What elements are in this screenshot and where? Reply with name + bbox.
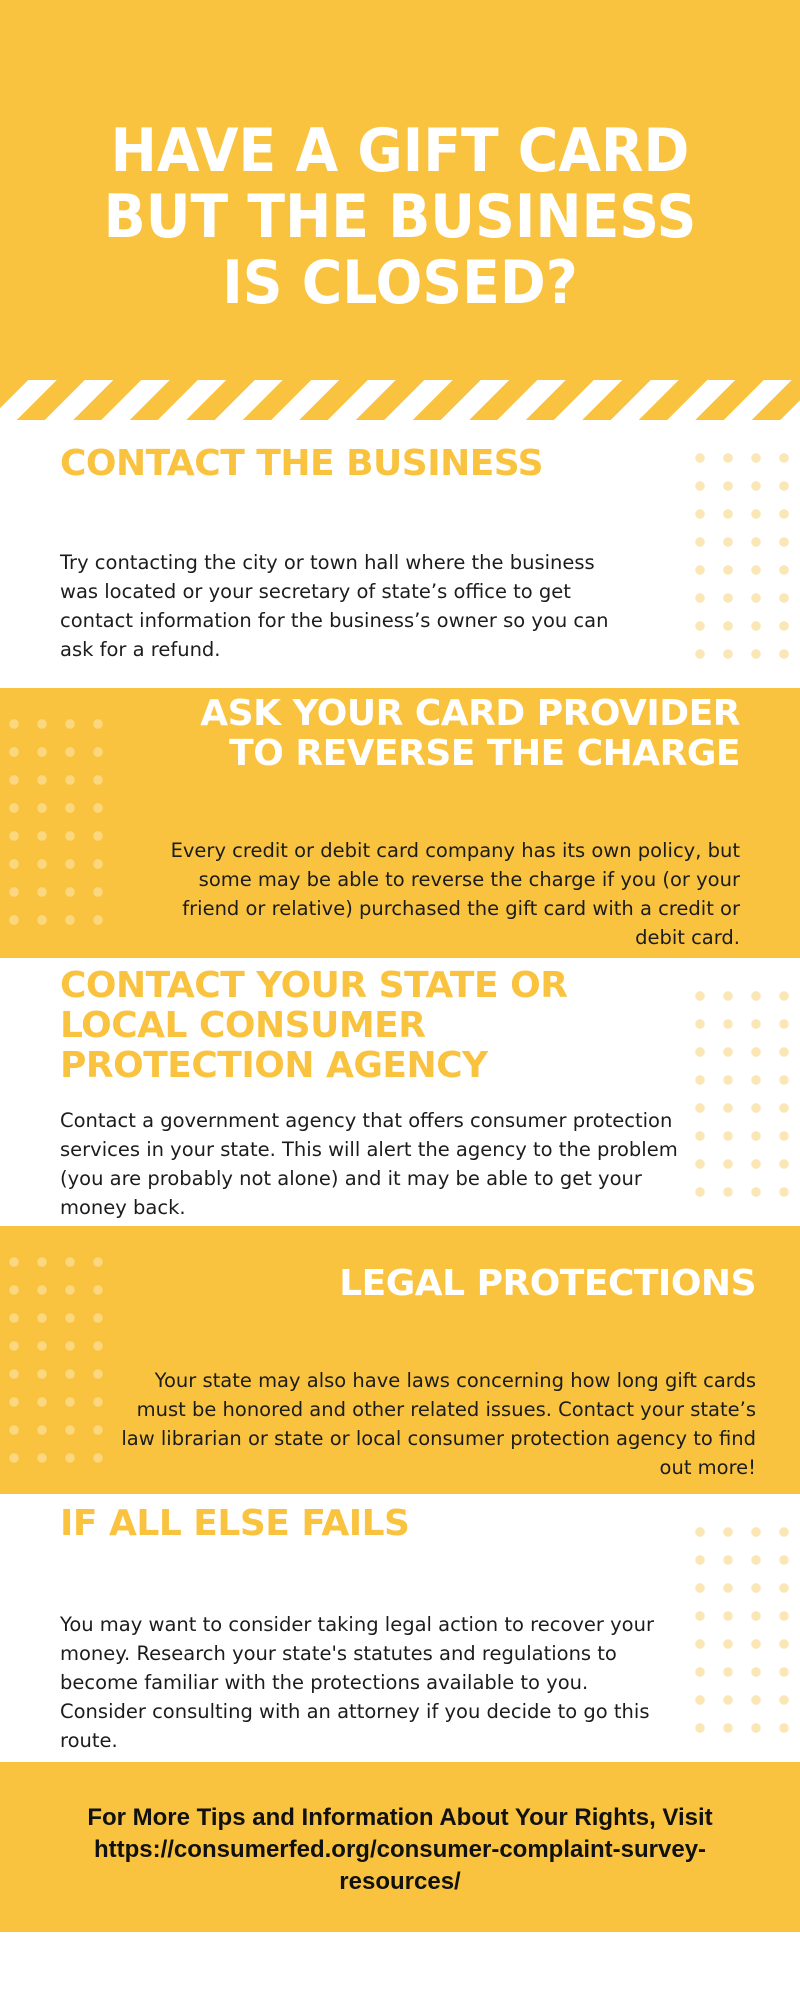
section-heading: CONTACT YOUR STATE OR LOCAL CONSUMER PROTECTION AGENCY — [60, 965, 568, 1086]
dot-pattern-decoration — [686, 444, 798, 676]
section-body: Your state may also have laws concerning how long gift cards must be honored and other related issues. Contact your state’s law librarian or state or local consumer protection agency to find out more! — [121, 1369, 756, 1479]
page-title: HAVE A GIFT CARD BUT THE BUSINESS IS CLOSED? — [103, 116, 697, 318]
footer-banner — [0, 1762, 800, 1932]
hero-banner — [0, 0, 800, 380]
section-contact-business — [0, 420, 800, 688]
section-consumer-protection-agency — [0, 958, 800, 1226]
section-body: You may want to consider taking legal action to recover your money. Research your state's statutes and regulations to become familiar with the protections available to you. Consider consulting with an attorney if you decide to go this route. — [60, 1613, 654, 1752]
section-heading: CONTACT THE BUSINESS — [60, 443, 544, 484]
section-heading: ASK YOUR CARD PROVIDER TO REVERSE THE CHARGE — [200, 693, 740, 774]
section-legal-protections — [0, 1226, 800, 1494]
section-heading: IF ALL ELSE FAILS — [60, 1503, 410, 1544]
dot-pattern-decoration — [0, 710, 112, 942]
section-body: Try contacting the city or town hall where the business was located or your secretary of state’s office to get contact information for the business’s owner so you can ask for a refund. — [60, 551, 609, 661]
footer-resources-text: For More Tips and Information About Your Rights, Visit https://consumerfed.org/consumer-complaint-survey-resources/ — [87, 1804, 713, 1895]
section-body: Every credit or debit card company has its own policy, but some may be able to reverse the charge if you (or your friend or relative) purchased the gift card with a credit or debit card. — [170, 839, 740, 949]
caution-stripe-divider — [0, 380, 800, 420]
section-card-provider — [0, 688, 800, 958]
section-heading: LEGAL PROTECTIONS — [339, 1263, 756, 1304]
section-body: Contact a government agency that offers consumer protection services in your state. This will alert the agency to the problem (you are probably not alone) and it may be able to get your money back. — [60, 1109, 678, 1219]
dot-pattern-decoration — [0, 1248, 112, 1480]
dot-pattern-decoration — [686, 982, 798, 1214]
section-if-all-else-fails — [0, 1494, 800, 1762]
dot-pattern-decoration — [686, 1518, 798, 1750]
